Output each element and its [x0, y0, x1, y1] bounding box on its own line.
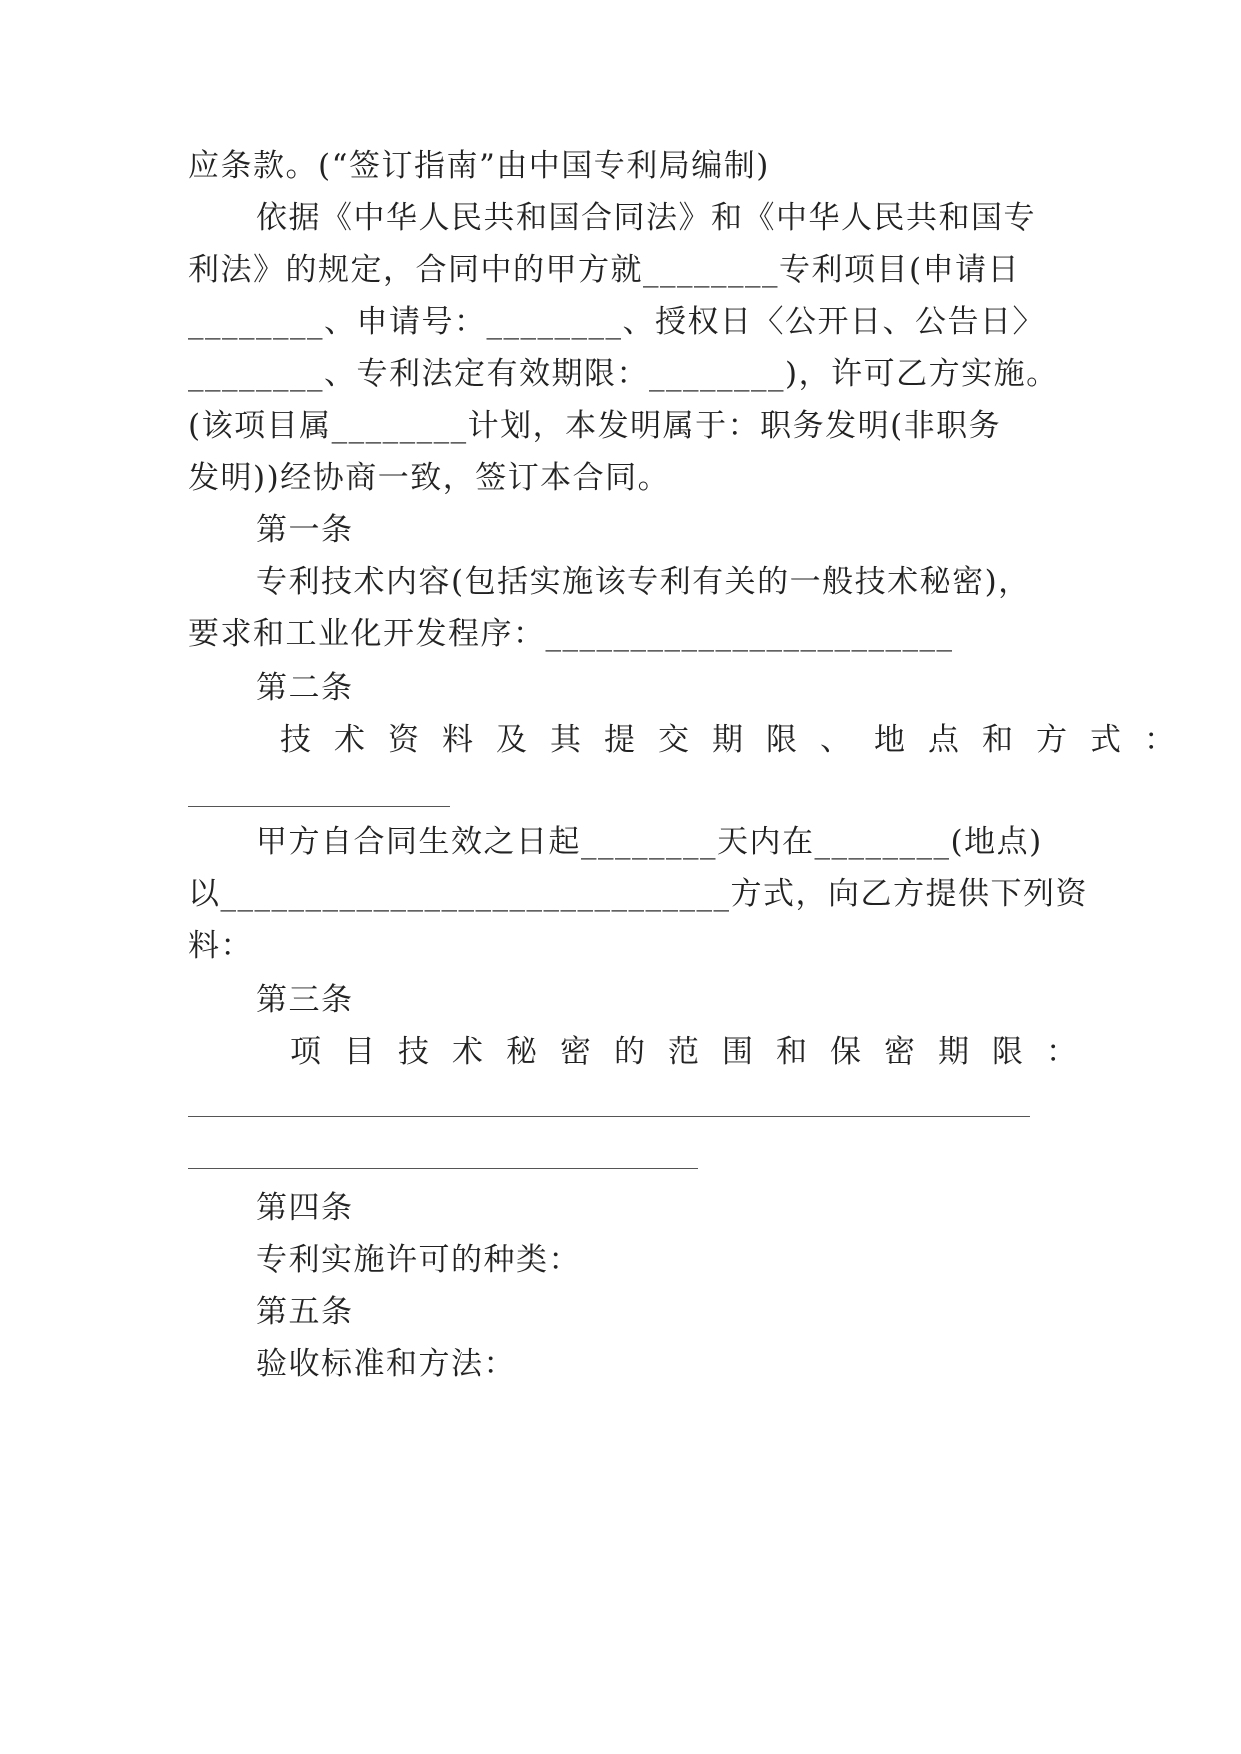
text-line-12: 技术资料及其提交期限、地点和方式： [280, 722, 1198, 758]
text-line-6: (该项目属________计划，本发明属于：职务发明(非职务 [188, 408, 1002, 444]
article-5-heading: 第五条 [256, 1294, 354, 1330]
text-line-3: 利法》的规定，合同中的甲方就________专利项目(申请日 [188, 252, 1021, 288]
text-line-2: 依据《中华人民共和国合同法》和《中华人民共和国专 [256, 200, 1036, 236]
text-line-14: 以______________________________方式，向乙方提供下列资 [188, 876, 1088, 912]
text-line-15: 料： [188, 928, 253, 964]
text-line-9: 专利技术内容(包括实施该专利有关的一般技术秘密)， [256, 564, 1031, 600]
text-line-1: 应条款。(“签订指南”由中国专利局编制) [188, 148, 770, 184]
article-4-heading: 第四条 [256, 1190, 354, 1226]
text-line-10: 要求和工业化开发程序：________________________ [188, 616, 954, 652]
text-line-17: 项目技术秘密的范围和保密期限： [290, 1034, 1100, 1070]
text-line-19: 专利实施许可的种类： [256, 1242, 581, 1278]
article-1-heading: 第一条 [256, 512, 354, 548]
blank-line-1 [188, 806, 450, 807]
text-line-5: ________、专利法定有效期限：________)，许可乙方实施。 [188, 356, 1059, 392]
blank-line-3 [188, 1168, 698, 1169]
text-line-13: 甲方自合同生效之日起________天内在________(地点) [256, 824, 1043, 860]
article-2-heading: 第二条 [256, 670, 354, 706]
text-line-4: ________、申请号：________、授权日〈公开日、公告日〉 [188, 304, 1045, 340]
article-3-heading: 第三条 [256, 982, 354, 1018]
blank-line-2 [188, 1116, 1030, 1117]
text-line-21: 验收标准和方法： [256, 1346, 516, 1382]
text-line-7: 发明))经协商一致，签订本合同。 [188, 460, 671, 496]
